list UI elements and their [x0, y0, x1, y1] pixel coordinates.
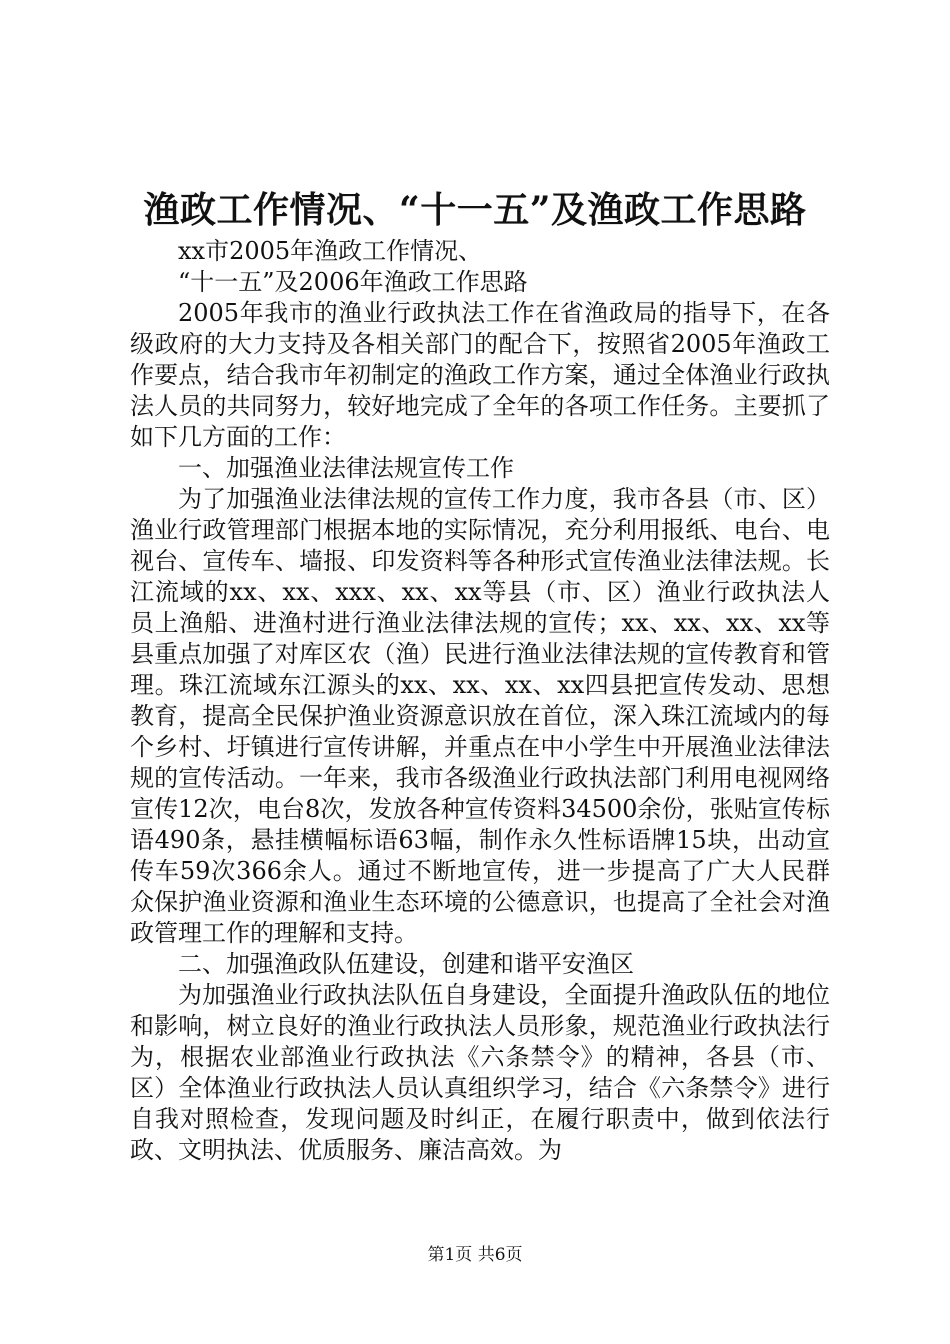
section-heading-2: 二、加强渔政队伍建设，创建和谐平安渔区 [178, 950, 634, 978]
section-1-paragraph: 为了加强渔业法律法规的宣传工作力度，我市各县（市、区）渔业行政管理部门根据本地的实际情况，充分利用报纸、电台、电视台、宣传车、墙报、印发资料等各种形式宣传渔业法律法规。长江流域的xx、xx、xxx、xx、xx等县（市、区）渔业行政执法人员上渔船、进渔村进行渔业法律法规的宣传；xx、xx、xx、xx等县重点加强了对库区农（渔）民进行渔业法律法规的宣传教育和管理。珠江流域东江源头的xx、xx、xx、xx四县把宣传发动、思想教育，提高全民保护渔业资源意识放在首位，深入珠江流域内的每个乡村、圩镇进行宣传讲解，并重点在中小学生中开展渔业法律法规的宣传活动。一年来，我市各级渔业行政执法部门利用电视网络宣传12次，电台8次，发放各种宣传资料34500余份，张贴宣传标语490条，悬挂横幅标语63幅，制作永久性标语牌15块，出动宣传车59次366余人。通过不断地宣传，进一步提高了广大人民群众保护渔业资源和渔业生态环境的公德意识，也提高了全社会对渔政管理工作的理解和支持。 [130, 485, 830, 947]
intro-paragraph: 2005年我市的渔业行政执法工作在省渔政局的指导下，在各级政府的大力支持及各相关部门的配合下，按照省2005年渔政工作要点，结合我市年初制定的渔政工作方案，通过全体渔业行政执法人员的共同努力，较好地完成了全年的各项工作任务。主要抓了如下几方面的工作： [130, 299, 830, 451]
section-2-paragraph: 为加强渔业行政执法队伍自身建设，全面提升渔政队伍的地位和影响，树立良好的渔业行政执法人员形象，规范渔业行政执法行为，根据农业部渔业行政执法《六条禁令》的精神，各县（市、区）全体渔业行政执法人员认真组织学习，结合《六条禁令》进行自我对照检查，发现问题及时纠正，在履行职责中，做到依法行政、文明执法、优质服务、廉洁高效。为 [130, 981, 830, 1164]
page-footer: 第1页 共6页 [427, 1245, 523, 1265]
section-heading-1: 一、加强渔业法律法规宣传工作 [178, 454, 514, 482]
subtitle-line-2: “十一五”及2006年渔政工作思路 [178, 268, 528, 296]
document-title: 渔政工作情况、“十一五”及渔政工作思路 [143, 189, 807, 231]
document-body [130, 236, 830, 1166]
subtitle-line-1: xx市2005年渔政工作情况、 [178, 237, 483, 265]
